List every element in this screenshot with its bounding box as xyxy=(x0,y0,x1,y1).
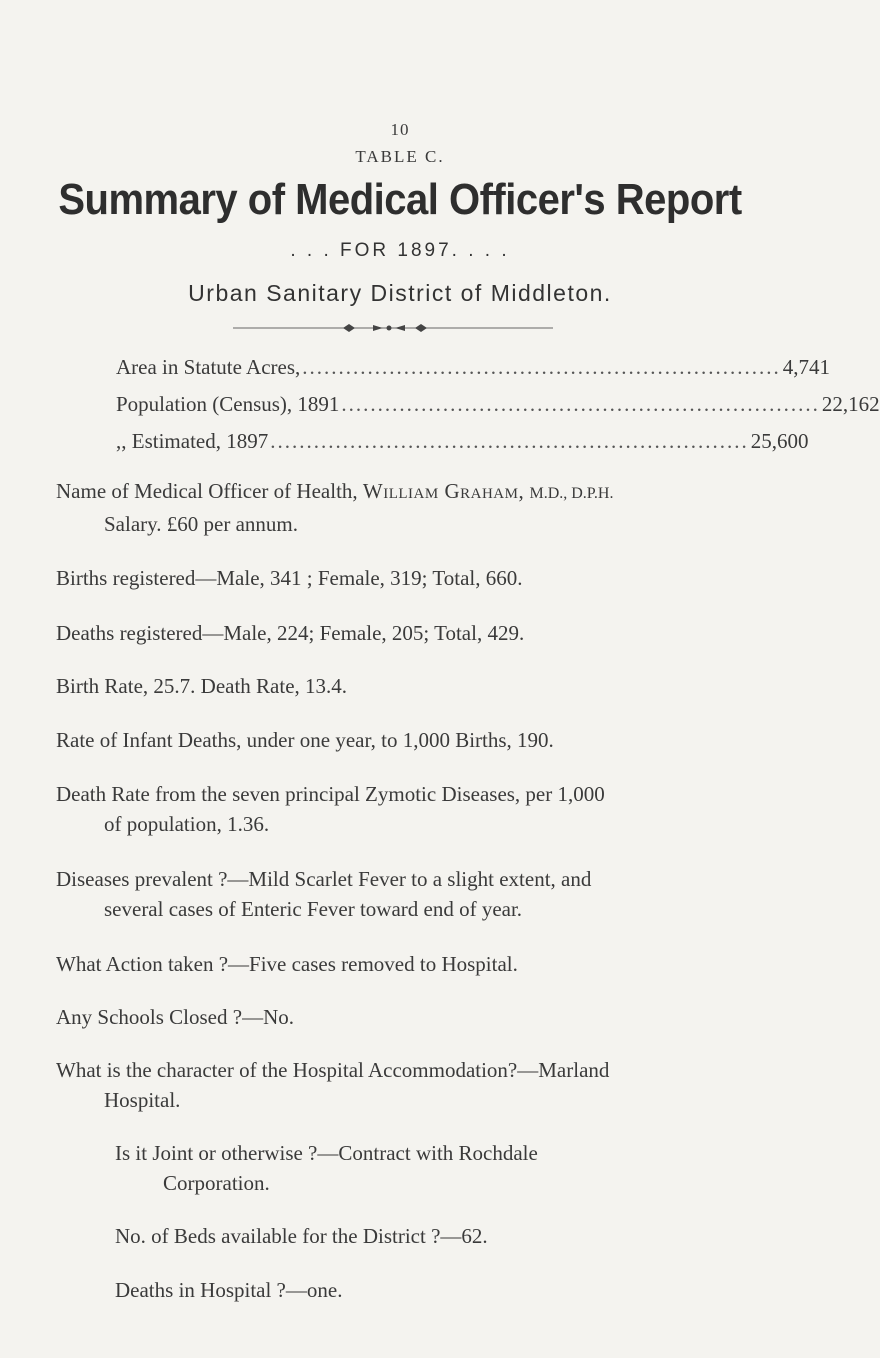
medical-officer-prefix: Name of Medical Officer of Health, xyxy=(56,479,358,503)
stat-estimated-value: 25,600 xyxy=(750,429,809,453)
report-year: . . . FOR 1897. . . . xyxy=(290,240,510,261)
medical-officer-entry xyxy=(56,476,776,539)
stat-area xyxy=(116,355,831,380)
infant-death-rate: Rate of Infant Deaths, under one year, to 1,000 Births, 190. xyxy=(56,728,554,752)
zymotic-line-1: Death Rate from the seven principal Zymotic Diseases, per 1,000 xyxy=(56,782,605,806)
medical-officer-degrees: M.D., D.P.H. xyxy=(529,485,614,502)
ornament-divider xyxy=(233,318,553,338)
hospital-character-line-2: Hospital. xyxy=(104,1088,181,1112)
medical-officer-salary: Salary. £60 per annum. xyxy=(104,512,299,536)
schools-closed: Any Schools Closed ?—No. xyxy=(56,1005,294,1029)
births-registered: Births registered—Male, 341 ; Female, 319; Total, 660. xyxy=(56,566,523,590)
table-label: TABLE C. xyxy=(355,147,445,166)
diseases-line-2: several cases of Enteric Fever toward end of year. xyxy=(104,897,523,921)
hospital-character xyxy=(56,1055,776,1115)
stat-population-census xyxy=(116,392,880,417)
deaths-in-hospital: Deaths in Hospital ?—one. xyxy=(115,1278,343,1302)
deaths-registered: Deaths registered—Male, 224; Female, 205; Total, 429. xyxy=(56,621,525,645)
leader-dots: .................................................................. xyxy=(270,429,749,453)
joint-line-1: Is it Joint or otherwise ?—Contract with Rochdale xyxy=(115,1141,538,1165)
stat-area-label: Area in Statute Acres, xyxy=(116,355,301,379)
hospital-character-line-1: What is the character of the Hospital Accommodation?—Marland xyxy=(56,1058,610,1082)
birth-death-rates: Birth Rate, 25.7. Death Rate, 13.4. xyxy=(56,674,348,698)
diseases-line-1: Diseases prevalent ?—Mild Scarlet Fever to a slight extent, and xyxy=(56,867,592,891)
medical-officer-name: William Graham, xyxy=(362,479,525,503)
action-taken: What Action taken ?—Five cases removed to Hospital. xyxy=(56,952,518,976)
district-name: Urban Sanitary District of Middleton. xyxy=(188,280,612,306)
zymotic-death-rate xyxy=(56,779,776,839)
joint-line-2: Corporation. xyxy=(163,1171,270,1195)
leader-dots: .................................................................. xyxy=(302,355,781,379)
stat-census-value: 22,162 xyxy=(821,392,880,416)
leader-dots: .................................................................. xyxy=(341,392,820,416)
joint-or-otherwise xyxy=(115,1138,775,1198)
zymotic-line-2: of population, 1.36. xyxy=(104,812,270,836)
beds-available: No. of Beds available for the District ?—62. xyxy=(115,1224,488,1248)
diseases-prevalent xyxy=(56,864,776,924)
page-number: 10 xyxy=(390,120,410,139)
stat-area-value: 4,741 xyxy=(782,355,831,379)
stat-population-estimated xyxy=(116,429,809,454)
report-title: Summary of Medical Officer's Report xyxy=(58,176,742,224)
stat-estimated-label: ,, Estimated, 1897 xyxy=(116,429,269,453)
stat-census-label: Population (Census), 1891 xyxy=(116,392,340,416)
